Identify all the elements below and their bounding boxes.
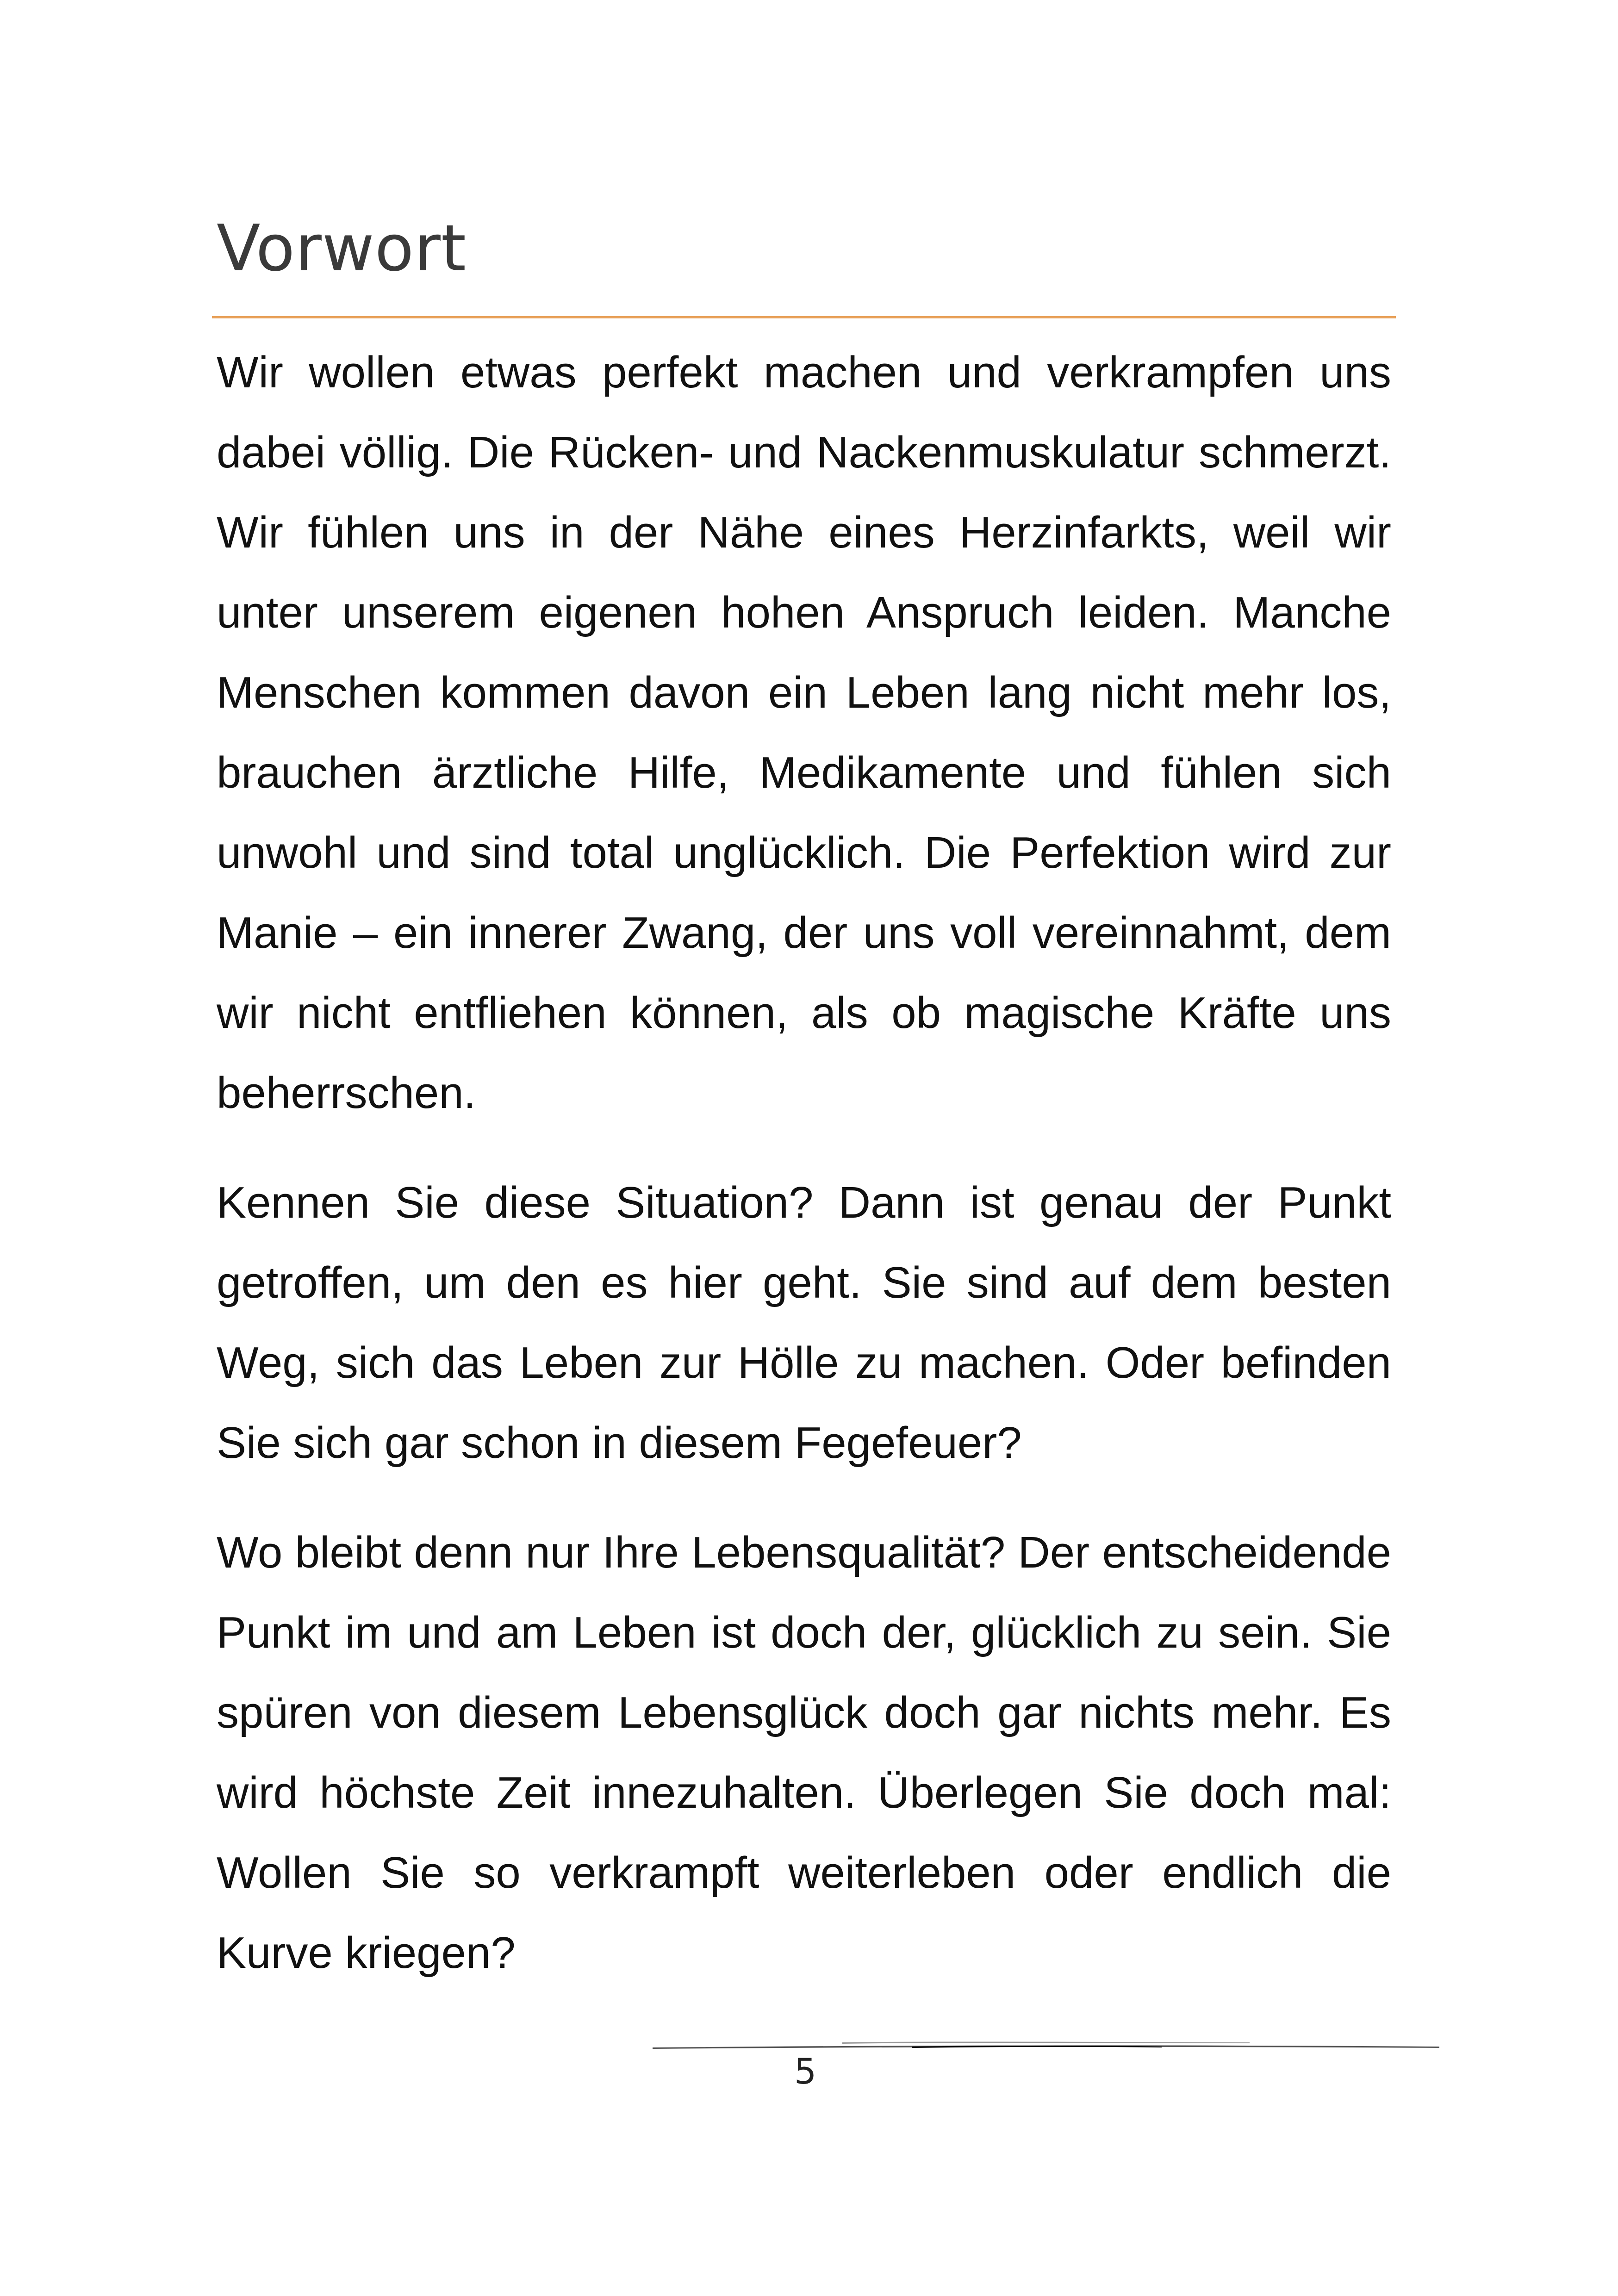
heading-underline [212, 316, 1396, 318]
paragraph-3: Wo bleibt denn nur Ihre Lebensqualität? Der entscheidende Punkt im und am Leben ist doch der, glücklich zu sein. Sie spüren von diesem Lebensglück doch gar nichts mehr. Es wird höchste Zeit innezuhalten. Überlegen Sie doch mal: Wollen Sie so verkrampft weiterleben oder endlich die Kurve kriegen? [217, 1528, 1391, 1978]
paragraph-1: Wir wollen etwas perfekt machen und verkrampfen uns dabei völlig. Die Rücken- und Nackenmuskulatur schmerzt. Wir fühlen uns in der Nähe eines Herzinfarkts, weil wir unter unserem eigenen hohen Anspruch leiden. Manche Menschen kommen davon ein Leben lang nicht mehr los, brauchen ärztliche Hilfe, Medikamente und fühlen sich unwohl und sind total unglücklich. Die Perfektion wird zur Manie – ein innerer Zwang, der uns voll vereinnahmt, dem wir nicht entfliehen können, als ob magische Kräfte uns beherrschen. [217, 348, 1391, 1118]
body-text [217, 332, 1391, 2022]
page-title: Vorwort [217, 211, 467, 286]
paragraph-2: Kennen Sie diese Situation? Dann ist genau der Punkt getroffen, um den es hier geht. Sie sind auf dem besten Weg, sich das Leben zur Hölle zu machen. Oder befinden Sie sich gar schon in diesem Fegefeuer? [217, 1178, 1391, 1468]
footer-divider [653, 2038, 1439, 2052]
page-number: 5 [794, 2051, 817, 2092]
